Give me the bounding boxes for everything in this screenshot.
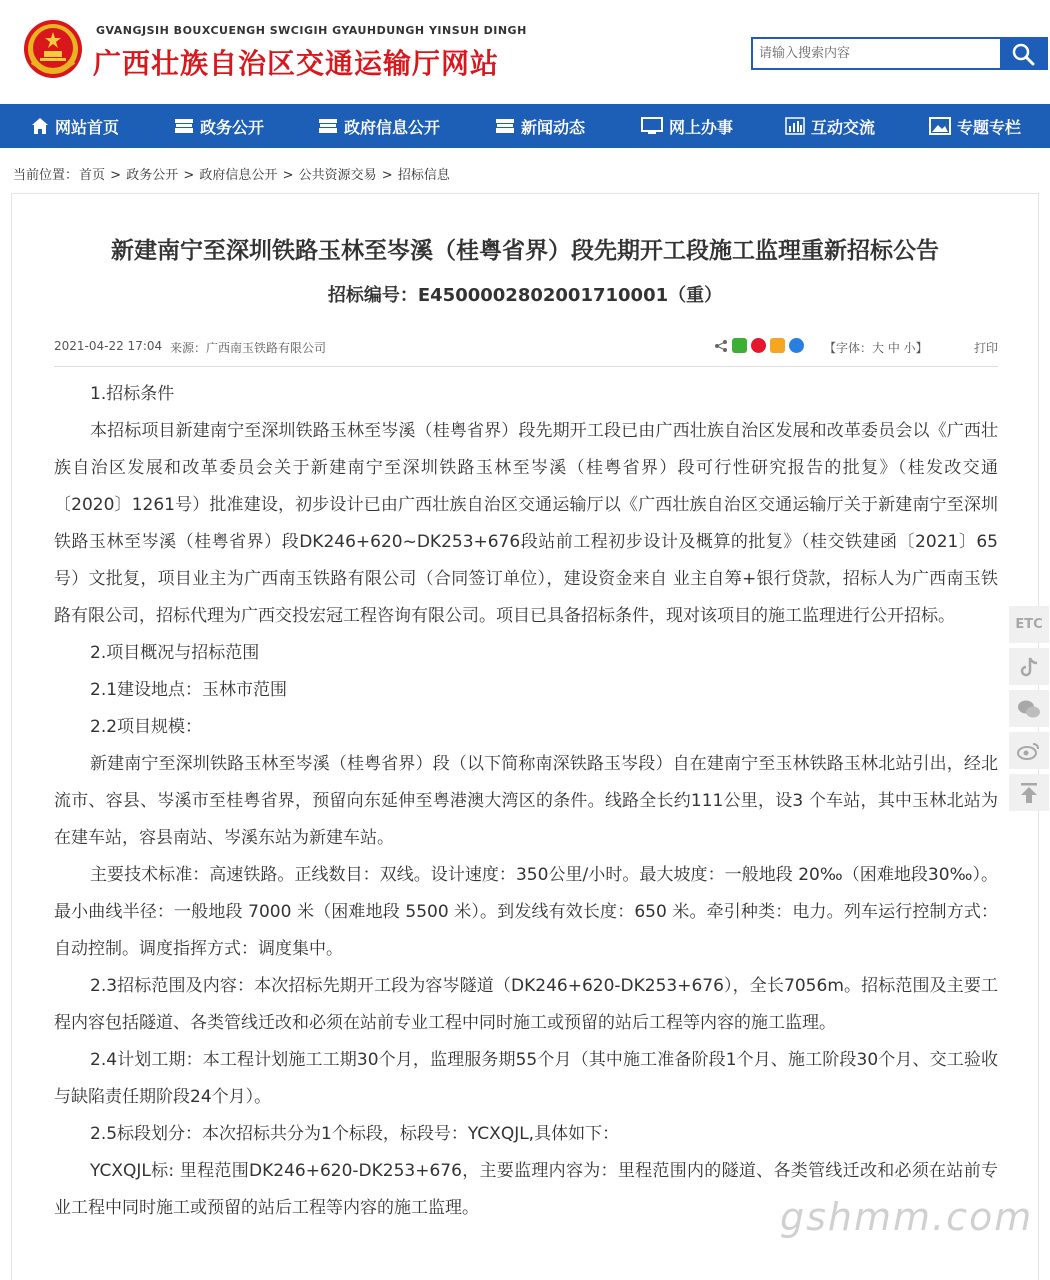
nav-item-interaction[interactable] [785,104,875,148]
picture-icon [929,117,951,135]
nav-label: 政府信息公开 [344,117,441,137]
search-input[interactable] [753,39,1000,68]
paragraph: 2.4计划工期：本工程计划施工工期30个月，监理服务期55个月（其中施工准备阶段1个月、施工阶段30个月、交工验收与缺陷责任期阶段24个月）。 [54,1050,998,1107]
wechat-share-icon[interactable] [732,338,747,353]
search-button[interactable] [1000,39,1046,68]
breadcrumb-prefix: 当前位置： [13,168,79,183]
etc-button[interactable] [1009,606,1049,643]
paragraph: 新建南宁至深圳铁路玉林至岑溪（桂粤省界）段（以下简称南深铁路玉岑段）自在建南宁至玉林铁路玉林北站引出，经北流市、容县、岑溪市至桂粤省界，预留向东延伸至粤港澳大湾区的条件。线路全长约111公里，设3 个车站，其中玉林北站为在建车站，容县南站、岑溪东站为新建车站。 [54,754,998,848]
nav-item-special-topics[interactable] [929,104,1021,148]
nav-item-info-disclosure[interactable] [318,104,440,148]
breadcrumb-separator: > [381,168,393,183]
breadcrumb [12,164,450,183]
weibo-share-icon[interactable] [751,338,766,353]
monitor-icon [641,117,663,135]
home-icon [31,117,49,135]
section-heading: 1.招标条件 [90,384,175,404]
print-button[interactable]: 打印 [973,341,998,355]
nav-label: 政务公开 [200,117,265,137]
wechat-icon [1017,699,1041,719]
breadcrumb-item-public-trade[interactable]: 公共资源交易 [298,168,377,183]
publish-date: 2021-04-22 17:04 [54,339,163,353]
national-emblem-icon [22,18,84,80]
paragraph: 2.5标段划分：本次招标共分为1个标段，标段号：YCXQJL,具体如下： [90,1124,620,1144]
weibo-button[interactable] [1009,732,1049,769]
paragraph: 2.2项目规模： [90,717,203,737]
share-bar [714,338,804,353]
breadcrumb-separator: > [183,168,195,183]
nav-label: 网站首页 [55,117,120,137]
nav-item-online-service[interactable] [641,104,733,148]
chart-icon [785,117,805,135]
article-meta [54,339,998,367]
douyin-icon [1019,656,1039,678]
arrow-up-icon [1019,782,1039,804]
nav-item-news[interactable] [495,104,585,148]
paragraph: 2.1建设地点：玉林市范围 [90,680,288,700]
breadcrumb-item-gov-affairs[interactable]: 政务公开 [126,168,179,183]
weibo-icon [1017,741,1041,761]
nav-label: 互动交流 [811,117,876,137]
etc-label: ETC [1015,617,1043,632]
qzone-share-icon[interactable] [770,338,785,353]
paragraph: 本招标项目新建南宁至深圳铁路玉林至岑溪（桂粤省界）段先期开工段已由广西壮族自治区发展和改革委员会以《广西壮族自治区发展和改革委员会关于新建南宁至深圳铁路玉林至岑溪（桂粤省界）段可行性研究报告的批复》（桂发改交通〔2020〕1261号）批准建设，初步设计已由广西壮族自治区交通运输厅以《广西壮族自治区交通运输厅关于新建南宁至深圳铁路玉林至岑溪（桂粤省界）段DK246+620~DK253+676段站前工程初步设计及概算的批复》（桂交铁建函〔2021〕65号）文批复，项目业主为广西南玉铁路有限公司（合同签订单位），建设资金来自 业主自筹+银行贷款，招标人为广西南玉铁路有限公司，招标代理为广西交投宏冠工程咨询有限公司。项目已具备招标条件，现对该项目的施工监理进行公开招标。 [54,421,998,626]
side-toolbar [1009,606,1049,816]
page-title: 新建南宁至深圳铁路玉林至岑溪（桂粤省界）段先期开工段施工监理重新招标公告 [111,238,939,264]
nav-label: 新闻动态 [521,117,586,137]
search-icon [1011,42,1035,66]
breadcrumb-separator: > [110,168,122,183]
site-header [0,0,1050,104]
breadcrumb-item-info-disclosure[interactable]: 政府信息公开 [199,168,278,183]
building-icon [318,118,338,134]
qq-share-icon[interactable] [789,338,804,353]
building-icon [174,118,194,134]
building-icon [495,118,515,134]
watermark: gshmm.com [780,1195,1034,1239]
paragraph: 主要技术标准：高速铁路。正线数目：双线。设计速度：350公里/小时。最大坡度：一般地段 20‰（困难地段30‰）。最小曲线半径：一般地段 7000 米（困难地段 5500 米）。到发线有效长度：650 米。牵引种类：电力。列车运行控制方式：自动控制。调度指挥方式：调度集中。 [54,865,998,959]
article-source: 来源：广西南玉铁路有限公司 [170,341,327,355]
nav-label: 专题专栏 [957,117,1022,137]
paragraph: 2.3招标范围及内容：本次招标先期开工段为容岑隧道（DK246+620-DK253+676），全长7056m。招标范围及主要工程内容包括隧道、各类管线迁改和必须在站前专业工程中同时施工或预留的站后工程等内容的施工监理。 [54,976,998,1033]
site-title[interactable]: 广西壮族自治区交通运输厅网站 [93,47,500,80]
tender-code: 招标编号：E4500002802001710001（重） [327,285,723,306]
back-to-top-button[interactable] [1009,774,1049,811]
nav-item-gov-affairs[interactable] [174,104,264,148]
section-heading: 2.项目概况与招标范围 [90,643,260,663]
douyin-button[interactable] [1009,648,1049,685]
search-box [751,37,1048,70]
main-nav [0,104,1050,148]
paragraph: YCXQJL标: 里程范围DK246+620-DK253+676，主要监理内容为：里程范围内的隧道、各类管线迁改和必须在站前专业工程中同时施工或预留的站后工程等内容的施工监理。 [54,1161,998,1218]
breadcrumb-separator: > [282,168,294,183]
wechat-button[interactable] [1009,690,1049,727]
nav-label: 网上办事 [669,117,734,137]
breadcrumb-item-tender-info[interactable]: 招标信息 [397,168,450,183]
site-subtitle: GVANGJSIH BOUXCUENGH SWCIGIH GYAUHDUNGH YINSUH DINGH [96,24,527,37]
share-icon[interactable] [714,339,728,353]
article-body [54,376,998,1227]
breadcrumb-item-home[interactable]: 首页 [79,168,106,183]
nav-item-home[interactable] [31,104,119,148]
font-size-controls[interactable]: 【字体：大 中 小】 [824,341,928,355]
